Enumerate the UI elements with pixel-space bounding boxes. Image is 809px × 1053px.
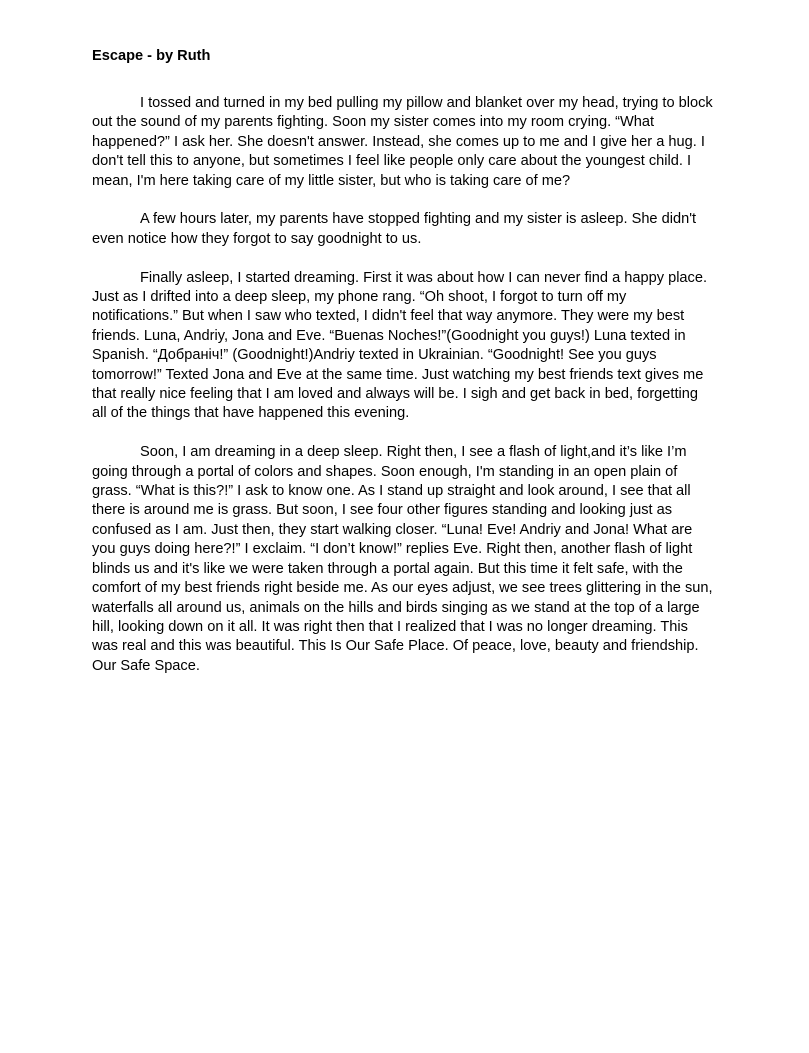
text-line: waterfalls all around us, animals on the hills and birds singing as we stand at the top of a large: [92, 599, 700, 616]
text-line: friends. Luna, Andriy, Jona and Eve. “Buenas Noches!”(Goodnight you guys!) Luna texted in: [92, 327, 686, 344]
text-line: you guys doing here?!” I exclaim. “I don’t know!” replies Eve. Right then, another flash of light: [92, 541, 693, 558]
document-body: [92, 94, 722, 696]
text-line: A few hours later, my parents have stopped fighting and my sister is asleep. She didn't: [140, 211, 697, 228]
text-line: was real and this was beautiful. This Is Our Safe Place. Of peace, love, beauty and friendship.: [92, 638, 699, 655]
text-line: tomorrow!” Texted Jona and Eve at the same time. Just watching my best friends text gives me: [92, 366, 704, 383]
text-line: grass. “What is this?!” I ask to know one. As I stand up straight and look around, I see that all: [92, 483, 691, 500]
text-line: going through a portal of colors and shapes. Soon enough, I'm standing in an open plain of: [92, 463, 678, 480]
text-line: confused as I am. Just then, they start walking closer. “Luna! Eve! Andriy and Jona! What are: [92, 521, 693, 538]
text-line: hill, looking down on it all. It was right then that I realized that I was no longer dreaming. This: [92, 618, 688, 635]
document-title: Escape - by Ruth: [92, 48, 211, 64]
text-line: Soon, I am dreaming in a deep sleep. Right then, I see a flash of light,and it’s like I’m: [140, 444, 687, 461]
paragraph-4: [92, 443, 722, 676]
paragraph-3: [92, 269, 722, 424]
text-line: happened?” I ask her. She doesn't answer. Instead, she comes up to me and I give her a hug. I: [92, 133, 705, 150]
text-line: I tossed and turned in my bed pulling my pillow and blanket over my head, trying to block: [140, 95, 713, 111]
text-line: don't tell this to anyone, but sometimes I feel like people only care about the youngest child. I: [92, 153, 692, 170]
text-line: notifications.” But when I saw who texted, I didn't feel that way anymore. They were my best: [92, 308, 685, 325]
text-line: that really nice feeling that I am loved and always will be. I sigh and get back in bed, forgetting: [92, 386, 698, 403]
text-line: Our Safe Space.: [92, 657, 200, 674]
text-line: mean, I'm here taking care of my little sister, but who is taking care of me?: [92, 172, 571, 189]
text-line: Just as I drifted into a deep sleep, my phone rang. “Oh shoot, I forgot to turn off my: [92, 289, 627, 306]
text-line: there is around me is grass. But soon, I see four other figures standing and looking just as: [92, 502, 673, 519]
text-line: blinds us and it's like we were taken through a portal again. But this time it felt safe, with the: [92, 560, 683, 577]
text-line: comfort of my best friends right beside me. As our eyes adjust, we see trees glittering in the sun,: [92, 580, 713, 597]
paragraph-1: [92, 94, 722, 191]
text-line: all of the things that have happened this evening.: [92, 405, 410, 422]
text-line: out the sound of my parents fighting. Soon my sister comes into my room crying. “What: [92, 114, 655, 131]
text-line: Spanish. “Добраніч!” (Goodnight!)Andriy texted in Ukrainian. “Goodnight! See you guys: [92, 347, 657, 364]
text-line: even notice how they forgot to say goodnight to us.: [92, 230, 422, 247]
text-line: Finally asleep, I started dreaming. First it was about how I can never find a happy place.: [140, 269, 708, 286]
paragraph-2: [92, 210, 722, 249]
